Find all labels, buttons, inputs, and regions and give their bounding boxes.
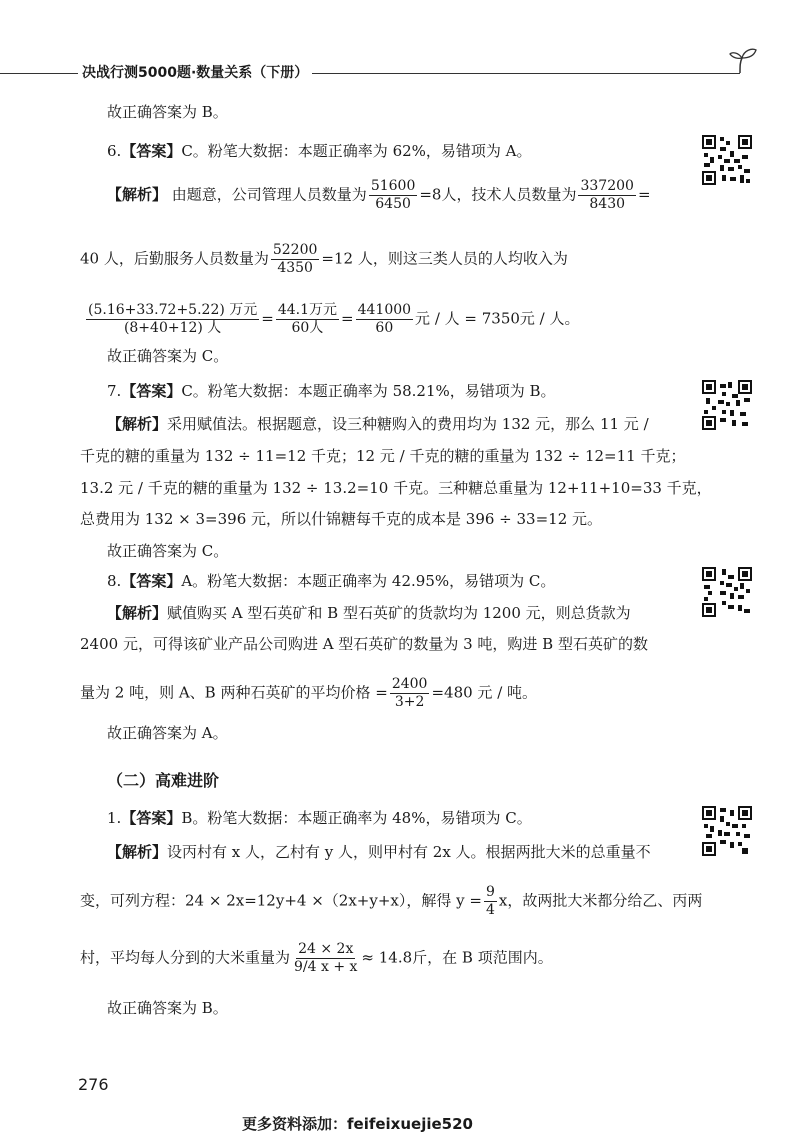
q6-line3-end: 元 / 人 = 7350元 / 人。 — [415, 309, 580, 328]
equals-sign: = — [341, 309, 354, 328]
q1-explain-line1 — [107, 842, 651, 862]
q7-explain-line3: 13.2 元 / 千克的糖的重量为 132 ÷ 13.2=10 千克。三种糖总重量为 12+11+10=33 千克， — [80, 479, 712, 497]
q6-fraction-3 — [271, 242, 320, 277]
footer-note: 更多资料添加：feifeixuejie520 — [242, 1115, 473, 1133]
q7-explain-line2: 千克的糖的重量为 132 ÷ 11=12 千克；12 元 / 千克的糖的重量为 132 ÷ 12=11 千克； — [80, 447, 686, 465]
page-number: 276 — [78, 1075, 109, 1094]
equals-sign: = — [261, 309, 274, 328]
q6-fraction-1 — [369, 178, 418, 213]
header-rule-right — [290, 73, 740, 74]
q7-answer-tag: 【答案】 — [121, 382, 182, 400]
q7-number: 7. — [107, 382, 122, 400]
section-heading: （二）高难进阶 — [107, 771, 220, 790]
q8-answer-line — [107, 571, 555, 591]
fraction-numerator: 337200 — [580, 178, 634, 194]
fraction-numerator: 2400 — [391, 676, 428, 692]
q7-explain-line4: 总费用为 132 × 3=396 元，所以什锦糖每千克的成本是 396 ÷ 33=12 元。 — [80, 510, 603, 528]
fraction-denominator: 4 — [485, 902, 495, 918]
fraction-numerator: (5.16+33.72+5.22) 万元 — [88, 302, 258, 318]
q7-answer-line — [107, 381, 556, 401]
q8-explain-line2: 2400 元，可得该矿业产品公司购进 A 型石英矿的数量为 3 吨，购进 B 型石英矿的数 — [80, 635, 648, 653]
qr-code-icon — [702, 806, 752, 856]
q8-line3-pre: 量为 2 吨，则 A、B 两种石英矿的平均价格 = — [80, 683, 388, 702]
q1-line1-text: 设丙村有 x 人，乙村有 y 人，则甲村有 2x 人。根据两批大米的总重量不 — [167, 843, 651, 861]
q1-explain-line3 — [80, 941, 553, 976]
q6-explain-end: = — [637, 185, 651, 204]
q1-line3-end: ≈ 14.8斤，在 B 项范围内。 — [361, 948, 553, 967]
q6-fraction-5 — [276, 302, 339, 337]
q1-explain-line2 — [80, 884, 702, 919]
q6-answer-text: C。粉笔大数据：本题正确率为 62%，易错项为 A。 — [181, 142, 532, 160]
q6-fraction-4 — [86, 302, 259, 337]
fraction-denominator: 60 — [375, 320, 394, 336]
answer-line-prev: 故正确答案为 B。 — [107, 103, 228, 121]
q6-explain-line1 — [107, 178, 651, 213]
q6-explain-pre: 由题意，公司管理人员数量为 — [171, 185, 367, 204]
q1-fraction-1 — [484, 884, 497, 919]
header-rule-left — [0, 73, 80, 74]
q8-explain-line3 — [80, 676, 537, 711]
q7-final-answer: 故正确答案为 C。 — [107, 542, 229, 560]
q6-fraction-6 — [356, 302, 413, 337]
q1-answer-tag: 【答案】 — [121, 809, 182, 827]
fraction-numerator: 24 × 2x — [298, 941, 354, 957]
q6-explain-tag: 【解析】 — [107, 185, 168, 204]
sprout-icon — [728, 44, 758, 74]
q7-explain-line1 — [107, 414, 649, 434]
q8-line3-end: =480 元 / 吨。 — [431, 683, 538, 702]
q8-line1-text: 赋值购买 A 型石英矿和 B 型石英矿的货款均为 1200 元，则总货款为 — [167, 604, 631, 622]
q1-final-answer: 故正确答案为 B。 — [107, 999, 228, 1017]
fraction-denominator: 3+2 — [394, 694, 425, 710]
q1-number: 1. — [107, 809, 122, 827]
fraction-denominator: 6450 — [375, 196, 411, 212]
fraction-numerator: 9 — [485, 884, 495, 900]
q8-number: 8. — [107, 572, 122, 590]
qr-code-icon — [702, 135, 752, 185]
q7-answer-text: C。粉笔大数据：本题正确率为 58.21%，易错项为 B。 — [181, 382, 556, 400]
q6-line2-pre: 40 人，后勤服务人员数量为 — [80, 249, 269, 268]
q7-line1-text: 采用赋值法。根据题意，设三种糖购入的费用均为 132 元，那么 11 元 / — [167, 415, 649, 433]
fraction-denominator: 8430 — [589, 196, 626, 212]
fraction-denominator: 9/4 x + x — [294, 959, 358, 975]
q1-line3-pre: 村，平均每人分到的大米重量为 — [80, 948, 291, 967]
fraction-numerator: 51600 — [370, 178, 416, 194]
fraction-denominator: (8+40+12) 人 — [123, 320, 222, 336]
q8-explain-tag: 【解析】 — [107, 604, 168, 622]
qr-code-icon — [702, 567, 752, 617]
fraction-denominator: 60人 — [291, 320, 324, 336]
q7-explain-tag: 【解析】 — [107, 415, 168, 433]
q6-number: 6. — [107, 142, 122, 160]
q6-explain-line2 — [80, 242, 568, 277]
q6-final-answer: 故正确答案为 C。 — [107, 347, 229, 365]
q1-answer-text: B。粉笔大数据：本题正确率为 48%，易错项为 C。 — [181, 809, 532, 827]
q1-line2-end: x，故两批大米都分给乙、丙两 — [498, 891, 703, 910]
fraction-denominator: 4350 — [277, 260, 313, 276]
q1-line2-pre: 变，可列方程：24 × 2x=12y+4 ×（2x+y+x），解得 y = — [80, 891, 482, 910]
qr-code-icon — [702, 380, 752, 430]
q8-answer-tag: 【答案】 — [121, 572, 182, 590]
q6-line2-end: =12 人，则这三类人员的人均收入为 — [321, 249, 568, 268]
q1-answer-line — [107, 808, 532, 828]
q1-explain-tag: 【解析】 — [107, 843, 168, 861]
fraction-numerator: 44.1万元 — [277, 302, 338, 318]
fraction-numerator: 441000 — [357, 302, 412, 318]
q6-answer-tag: 【答案】 — [121, 142, 182, 160]
q6-answer-line — [107, 141, 532, 161]
header-title: 决战行测5000题·数量关系（下册） — [78, 62, 312, 82]
q8-answer-text: A。粉笔大数据：本题正确率为 42.95%，易错项为 C。 — [181, 572, 556, 590]
q1-fraction-2 — [292, 941, 359, 976]
q6-explain-line3 — [84, 302, 580, 337]
fraction-numerator: 52200 — [272, 242, 318, 258]
q8-fraction — [390, 676, 430, 711]
q6-explain-mid: =8人，技术人员数量为 — [419, 185, 577, 204]
q8-explain-line1 — [107, 603, 631, 623]
q6-fraction-2 — [578, 178, 635, 213]
q8-final-answer: 故正确答案为 A。 — [107, 724, 228, 742]
